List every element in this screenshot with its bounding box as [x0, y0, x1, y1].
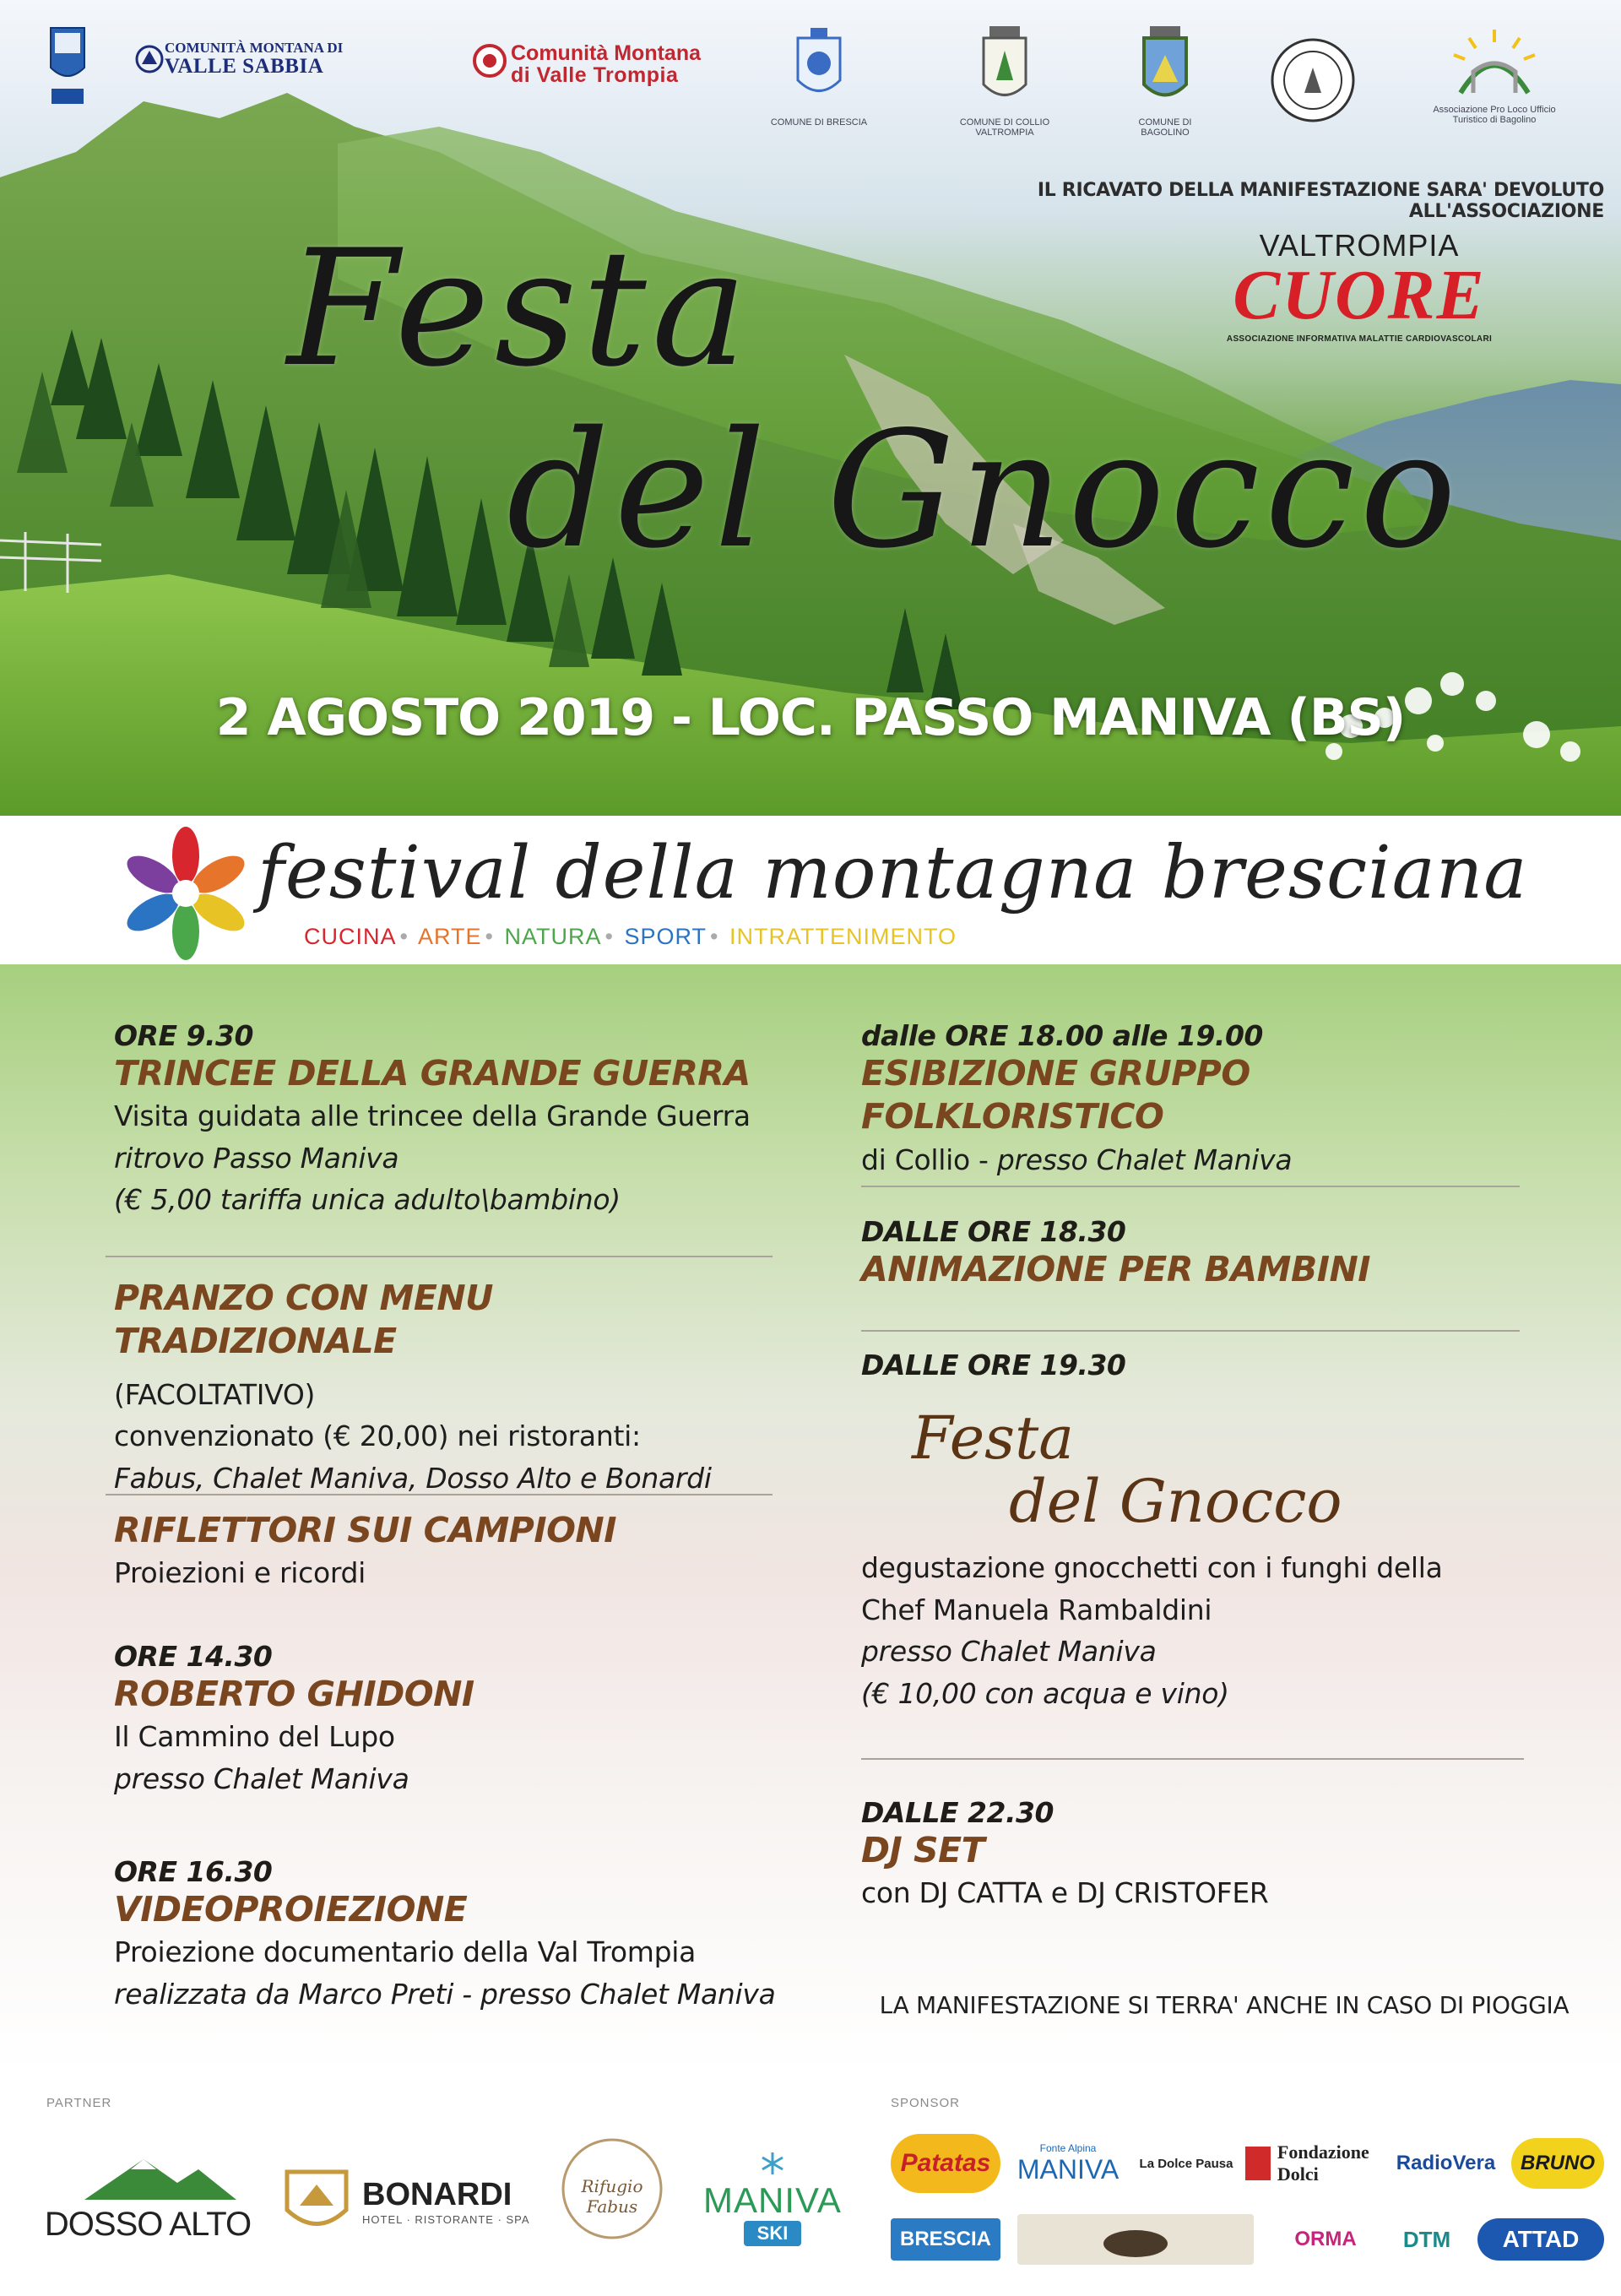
partner-bonardi-logo: [283, 2163, 553, 2239]
valle-trompia-logo: [511, 42, 701, 87]
item-text-italic: presso Chalet Maniva: [861, 1635, 1157, 1668]
program-item-degustazione: [861, 1547, 1537, 1714]
item-title: RIFLETTORI SUI CAMPIONI: [114, 1510, 616, 1550]
item-text-italic: presso Chalet Maniva: [996, 1143, 1293, 1176]
festival-title: festival della montagna bresciana: [258, 831, 1528, 915]
comune-brescia-logo: [760, 21, 878, 128]
valle-sabbia-line2: VALLE SABBIA: [165, 54, 324, 78]
comune-collio-caption: COMUNE DI COLLIO VALTROMPIA: [959, 117, 1050, 138]
snowflake-icon: [747, 2151, 798, 2176]
item-time: ORE 16.30: [114, 1855, 273, 1888]
item-title: DJ SET: [861, 1830, 985, 1870]
item-text-italic: Fabus, Chalet Maniva, Dosso Alto e Bonardi: [114, 1461, 712, 1495]
sponsor-label: SPONSOR: [891, 2096, 961, 2110]
proloco-bagolino-caption: Associazione Pro Loco Ufficio Turistico di Bagolino: [1433, 105, 1556, 126]
item-text-italic: (€ 10,00 con acqua e vino): [861, 1676, 1229, 1710]
valle-trompia-emblem-icon: [473, 44, 507, 78]
item-text: convenzionato (€ 20,00) nei ristoranti:: [114, 1419, 641, 1452]
valle-sabbia-logo: [165, 41, 343, 78]
provincia-brescia-logo: [38, 21, 97, 114]
valle-sabbia-line1: COMUNITÀ MONTANA DI: [165, 40, 344, 56]
divider: [861, 1758, 1524, 1760]
rifugio-fabus-name: Rifugio Fabus: [581, 2176, 643, 2217]
footer-sponsors: [0, 2071, 1621, 2296]
sponsor-stamp-logo: [1017, 2214, 1254, 2265]
program-item-animazione: [861, 1215, 1537, 1291]
bonardi-sub: HOTEL · RISTORANTE · SPA: [362, 2213, 530, 2226]
item-title: ANIMAZIONE PER BAMBINI: [861, 1249, 1371, 1289]
item-title: ROBERTO GHIDONI: [114, 1674, 474, 1714]
item-text: Il Cammino del Lupo: [114, 1720, 395, 1754]
fest-sub-arte: ARTE: [417, 924, 482, 949]
fest-sub-intrattenimento: INTRATTENIMENTO: [729, 924, 957, 949]
partner-rifugio-fabus-logo: [557, 2130, 667, 2256]
collio-crest-icon: [971, 21, 1038, 114]
event-title-line1: Festa: [287, 215, 753, 402]
item-text: Proiezione documentario della Val Trompia: [114, 1935, 697, 1969]
provincia-crest-icon: [46, 21, 89, 114]
festival-subtitle: CUCINA • ARTE • NATURA • SPORT • INTRATTENIMENTO: [304, 924, 957, 949]
fest-sub-sport: SPORT: [624, 924, 707, 949]
sponsor-bruno: BRUNO: [1511, 2138, 1604, 2189]
divider: [106, 1256, 773, 1257]
comune-bagolino-logo: [1123, 21, 1207, 138]
item-text: (FACOLTATIVO): [114, 1377, 316, 1411]
sponsor-dtm: DTM: [1402, 2226, 1451, 2252]
item-text: Proiezioni e ricordi: [114, 1556, 366, 1590]
bonardi-crest-icon: [283, 2163, 350, 2239]
item-time: dalle ORE 18.00 alle 19.00: [861, 1019, 1263, 1052]
item-time: ORE 14.30: [114, 1640, 273, 1673]
item-text-italic: realizzata da Marco Preti - presso Chalet Maniva: [114, 1977, 776, 2011]
proceeds-note: IL RICAVATO DELLA MANIFESTAZIONE SARA' DEVOLUTO ALL'ASSOCIAZIONE: [1037, 180, 1604, 222]
fest-sub-natura: NATURA: [504, 924, 602, 949]
partner-label: PARTNER: [46, 2096, 112, 2110]
stamp-bear-icon: [1098, 2218, 1174, 2261]
item-time: DALLE ORE 19.30: [861, 1349, 1126, 1381]
brescia-crest-icon: [785, 21, 853, 114]
bonardi-name: BONARDI: [362, 2177, 512, 2212]
partner-maniva-ski-logo: [675, 2151, 870, 2246]
divider: [861, 1186, 1520, 1187]
program-item-riflettori: [114, 1509, 781, 1594]
sponsor-la-dolce-pausa: La Dolce Pausa: [1139, 2156, 1233, 2171]
fondazione-dolci-name: Fondazione Dolci: [1277, 2141, 1369, 2185]
sponsor-orma: ORMA: [1294, 2228, 1357, 2250]
comune-brescia-caption: COMUNE DI BRESCIA: [770, 117, 868, 128]
item-text: di Collio -: [861, 1143, 997, 1176]
event-title-line2: del Gnocco: [507, 397, 1461, 583]
dosso-alto-mountain-icon: [51, 2151, 245, 2201]
divider: [106, 1494, 773, 1495]
sponsor-fondazione-dolci: [1245, 2138, 1380, 2189]
item-text-italic: presso Chalet Maniva: [114, 1761, 409, 1795]
valle-sabbia-emblem-icon: [135, 42, 164, 76]
festival-flower-icon: [118, 826, 253, 961]
hero-banner: [0, 0, 1621, 816]
proloco-collio-logo: [1258, 34, 1368, 127]
comune-collio-logo: [946, 21, 1064, 138]
proloco-bagolino-emblem-icon: [1444, 25, 1545, 101]
program-item-ghidoni: [114, 1640, 781, 1799]
program-item-videoproiezione: [114, 1855, 781, 2015]
item-title: PRANZO CON MENU TRADIZIONALE: [114, 1278, 493, 1362]
proloco-bagolino-logo: [1418, 25, 1570, 125]
partner-dosso-alto-logo: [21, 2151, 274, 2244]
item-title: VIDEOPROIEZIONE: [114, 1889, 468, 1930]
program-item-festa-gnocco: [861, 1349, 1537, 1381]
fondazione-dolci-mark-icon: [1245, 2147, 1271, 2180]
sponsor-maniva-fonte: [1009, 2130, 1127, 2197]
maniva-fonte-sub: Fonte Alpina: [1039, 2141, 1097, 2154]
item-time: ORE 9.30: [114, 1019, 253, 1052]
item-text: Visita guidata alle trincee della Grande Guerra: [114, 1099, 751, 1133]
festival-banner: [0, 816, 1621, 964]
sponsor-attad: ATTAD: [1477, 2218, 1604, 2261]
proloco-collio-emblem-icon: [1266, 34, 1359, 127]
maniva-ski-badge: SKI: [744, 2221, 802, 2246]
valtrompia-cuore-subtitle: ASSOCIAZIONE INFORMATIVA MALATTIE CARDIOVASCOLARI: [1226, 334, 1493, 344]
program-item-folkloristico: [861, 1019, 1537, 1181]
festa-gnocco-script-line2: del Gnocco: [1009, 1467, 1342, 1536]
item-title: ESIBIZIONE GRUPPO FOLKLORISTICO: [861, 1053, 1250, 1137]
program-section: [0, 964, 1621, 2071]
program-item-pranzo: [114, 1277, 781, 1499]
divider: [861, 1330, 1520, 1332]
item-time: DALLE 22.30: [861, 1796, 1054, 1829]
maniva-fonte-name: MANIVA: [1017, 2153, 1120, 2185]
valtrompia-cuore-line2: CUORE: [1233, 256, 1486, 334]
valle-trompia-line1: Comunità Montana: [511, 41, 701, 65]
bagolino-crest-icon: [1131, 21, 1199, 114]
festa-gnocco-script-line1: Festa: [912, 1403, 1074, 1473]
sponsor-logos-top: [34, 17, 1604, 169]
dosso-alto-name: DOSSO ALTO: [44, 2206, 252, 2243]
sponsor-brescia: BRESCIA: [891, 2218, 1000, 2261]
fest-sub-cucina: CUCINA: [304, 924, 397, 949]
event-date-location: 2 AGOSTO 2019 - LOC. PASSO MANIVA (BS): [215, 688, 1406, 747]
valle-trompia-line2: di Valle Trompia: [511, 63, 679, 88]
rain-note: LA MANIFESTAZIONE SI TERRA' ANCHE IN CASO DI PIOGGIA: [879, 1991, 1569, 2019]
item-time: DALLE ORE 18.30: [861, 1215, 1126, 1248]
valtrompia-cuore-line1: VALTROMPIA: [1259, 228, 1460, 263]
program-item-djset: [861, 1796, 1537, 1914]
comune-bagolino-caption: COMUNE DI BAGOLINO: [1138, 117, 1192, 138]
item-text: Chef Manuela Rambaldini: [861, 1593, 1212, 1626]
item-text-italic: ritrovo Passo Maniva: [114, 1141, 399, 1175]
item-text: degustazione gnocchetti con i funghi della: [861, 1551, 1443, 1584]
item-text: con DJ CATTA e DJ CRISTOFER: [861, 1876, 1269, 1910]
item-title: TRINCEE DELLA GRANDE GUERRA: [114, 1053, 751, 1094]
item-text-italic: (€ 5,00 tariffa unica adulto\bambino): [114, 1183, 621, 1217]
program-item-trincee: [114, 1019, 781, 1221]
sponsor-radiovera: RadioVera: [1396, 2152, 1496, 2174]
valtrompia-cuore-logo: [1199, 228, 1520, 344]
sponsor-patatas: Patatas: [891, 2134, 1000, 2193]
maniva-name: MANIVA: [703, 2180, 842, 2220]
